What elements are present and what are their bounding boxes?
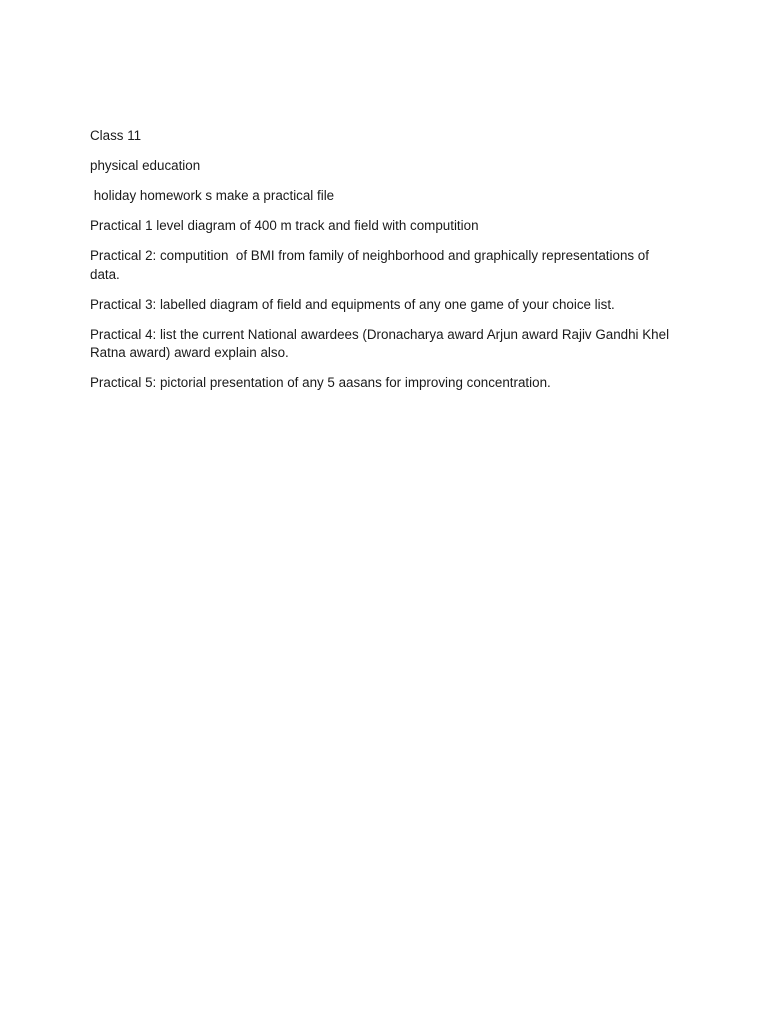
practical-2: Practical 2: computition of BMI from family of neighborhood and graphically representations of data.	[90, 248, 653, 282]
practical-1: Practical 1 level diagram of 400 m track and field with computition	[90, 218, 479, 233]
subject-line: physical education	[90, 158, 201, 173]
homework-instruction: holiday homework s make a practical file	[90, 188, 335, 203]
practical-5: Practical 5: pictorial presentation of any 5 aasans for improving concentration.	[90, 375, 551, 390]
practical-3: Practical 3: labelled diagram of field and equipments of any one game of your choice list.	[90, 296, 615, 312]
practical-4: Practical 4: list the current National awardees (Dronacharya award Arjun award Rajiv Gandhi Khel Ratna award) award explain also.	[90, 326, 673, 360]
document-body	[90, 127, 682, 404]
class-heading: Class 11	[90, 128, 142, 143]
